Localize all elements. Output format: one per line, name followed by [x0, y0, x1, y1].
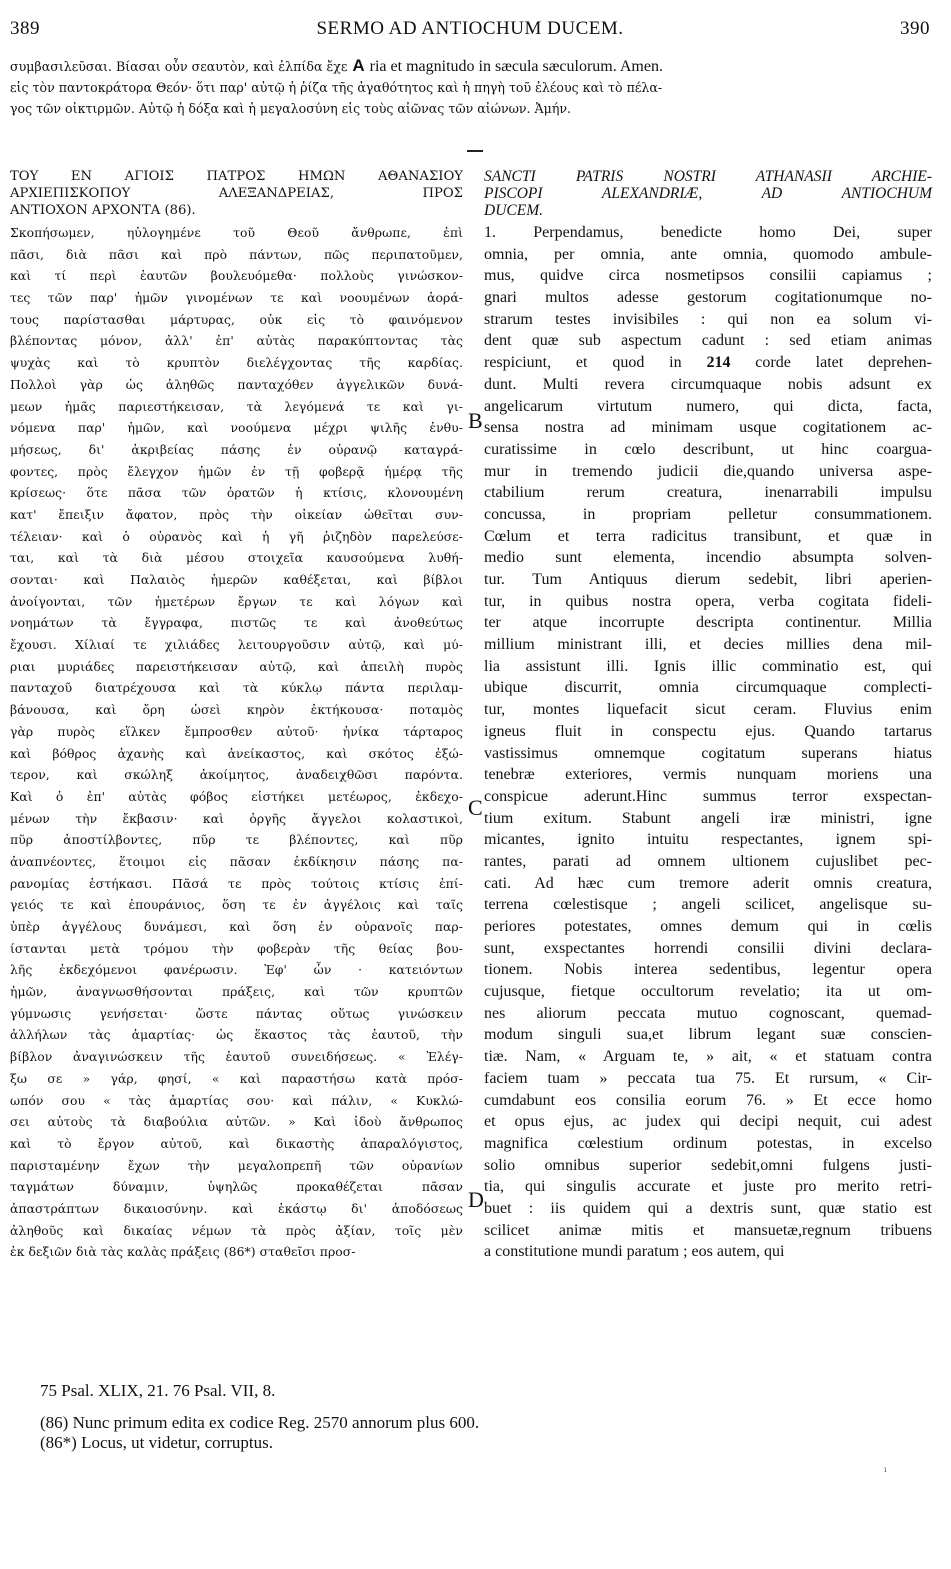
- greek-text: [10, 222, 463, 1263]
- latin-line: cujusque, fietque occultorum revelatio; ita ut om-: [484, 983, 932, 1001]
- greek-line: τέλειαν· καὶ ὁ οὐρανὸς καὶ ἡ γῆ ῥιζηδὸν παρελεύσε-: [10, 528, 463, 544]
- latin-line: medio sunt elementa, incendio absumpta solven-: [484, 549, 932, 567]
- greek-line: βίβλον ἀναγινώσκειν τῆς ἑαυτοῦ συνειδήσεως. « Ἐλέγ-: [10, 1049, 463, 1065]
- latin-line: strarum testes invisibiles : qui non ea solum vi-: [484, 310, 932, 328]
- page-number-left: 389: [10, 18, 40, 39]
- continuation-line: γος τῶν οἰκτιρμῶν. Αὐτῷ ἡ δόξα καὶ ἡ μεγαλοσύνη εἰς τοὺς αἰῶνας τῶν αἰώνων. Ἀμήν.: [10, 101, 572, 116]
- greek-line: ἀπαστράπτων δικαιοσύνην. καὶ ἑκάστῳ δι' ἀποδόσεως: [10, 1200, 463, 1216]
- latin-line: faciem tuam » peccata tua 75. Et rursum, « Cir-: [484, 1069, 932, 1087]
- latin-line: ctabilium rerum creatura, inenarrabili impulsu: [484, 484, 932, 502]
- greek-line: Καὶ ὁ ἐπ' αὐτὰς φόβος εἱστήκει μετέωρος, ἐκδεχο-: [10, 788, 463, 804]
- latin-line: mus, quidve circa nosmetipsos consilii capiamus ;: [484, 267, 932, 285]
- margin-letter-b: B: [468, 408, 483, 433]
- greek-continuation: συμβασιλεῦσαι. Βίασαι οὖν σεαυτὸν, καὶ ἐλπίδα ἔχε: [10, 59, 348, 74]
- latin-line: igneus fluit in conspectu ejus. Quando tartarus: [484, 722, 932, 740]
- latin-line: sunt, exspectantes horrendi consilii divini declara-: [484, 939, 932, 957]
- latin-title: [484, 168, 932, 219]
- greek-line: ξω σε » γάρ, φησί, « καὶ παραστήσω κατὰ πρόσ-: [10, 1070, 463, 1086]
- greek-title: [10, 168, 463, 219]
- greek-line: τες τῶν παρ' ἡμῶν γινομένων τε καὶ νοουμένων ἀορά-: [10, 290, 463, 306]
- latin-line: buet : iis quidem qui a dextris sunt, quæ statio est: [484, 1199, 932, 1217]
- greek-line: τους παρίστασθαι μάρτυρας, οὐκ εἰς τὸ φαινόμενον: [10, 311, 463, 327]
- latin-line: Cœlum et terra radicitus transibunt, et quæ in: [484, 527, 932, 545]
- running-title: SERMO AD ANTIOCHUM DUCEM.: [316, 18, 624, 39]
- latin-lines-before: [484, 222, 932, 352]
- latin-line: modum singuli sua,et librum legant suæ conscien-: [484, 1026, 932, 1044]
- greek-line: πᾶσι, διὰ πᾶσι καὶ πρὸ πάντων, πῶς περιπατοῦμεν,: [10, 246, 463, 262]
- margin-letter-a: A: [352, 56, 365, 75]
- greek-line: φοντες, πρὸς ἔλεγχον ἡμῶν ἐν τῇ φοβερᾷ ἡμέρᾳ τῆς: [10, 463, 463, 479]
- greek-line: μήσεως, δι' ἀκριβείας πάσης ἐν οὐρανῷ καταγρά-: [10, 441, 463, 457]
- greek-line: κρίσεως· ὅτε πᾶσα τῶν ὁρατῶν ἡ κτίσις, κλονουμένη: [10, 485, 463, 501]
- continuation-line: [10, 55, 935, 77]
- greek-line: γὰρ πυρὸς εἵλκεν ἔμπροσθεν αὐτοῦ· ἡνίκα τάρταρος: [10, 723, 463, 739]
- footnote: (86*) Locus, ut videtur, corruptus.: [40, 1433, 274, 1452]
- greek-line: ἀλλήλων τὰς ἁμαρτίας· ὡς ἕκαστος τὰς ἑαυτοῦ, τὴν: [10, 1027, 463, 1043]
- margin-letter-d: D: [468, 1187, 484, 1212]
- latin-column: [484, 168, 932, 1263]
- latin-line: magnifica cœlestium ordinum potestas, in excelso: [484, 1134, 932, 1152]
- greek-title-line: ΤΟΥ ΕΝ ΑΓΙΟΙΣ ΠΑΤΡΟΣ ΗΜΩΝ ΑΘΑΝΑΣΙΟΥ: [10, 169, 463, 184]
- greek-line: κατ' ἔπειξιν ἄφατον, πρὸς τὴν οἰκείαν ὠθεῖται συν-: [10, 506, 463, 522]
- latin-line: tur, montes liquefacit sicut ceram. Fluvius enim: [484, 701, 932, 719]
- greek-line: ίστανται μετὰ τρόμου τὴν φοβερὰν τῆς θείας βου-: [10, 940, 463, 956]
- greek-line: νοημάτων τὰ ἔγγραφα, πιστῶς τε καὶ ἀνοθεύτως: [10, 615, 463, 631]
- greek-column: [10, 168, 463, 1263]
- greek-line: ἡμῶν, ἀναγνωσθήσονται πράξεις, καὶ τῶν κρυπτῶν: [10, 984, 463, 1000]
- latin-line: dunt. Multi revera circumquaque nobis adsunt ex: [484, 375, 932, 393]
- latin-line: rantes, parati ad omnem ultionem cujuslibet pec-: [484, 852, 932, 870]
- margin-letter-c: C: [468, 795, 483, 820]
- greek-line: γειός τε καὶ ἐπουράνιος, ὅση τε ἐν ἀγγέλοις καὶ ταῖς: [10, 897, 463, 913]
- latin-line: periores potestates, omnes demum qui in cœlis: [484, 918, 932, 935]
- greek-title-line: ΑΝΤΙΟΧΟΝ ΑΡΧΟΝΤΑ (86).: [10, 203, 196, 218]
- greek-line: νόμενα παρ' ἡμῶν, καὶ νοούμενα μέχρι ψιλῆς ἐνθυ-: [10, 420, 463, 436]
- greek-line: σει αὐτοὺς τὰ διαβούλια αὐτῶν. » Καὶ ἰδοὺ ἄνθρωπος: [10, 1114, 463, 1130]
- latin-line: tionem. Nobis interea sedentibus, legentur opera: [484, 961, 932, 979]
- page-number-right: 390: [900, 18, 930, 39]
- latin-line: concussa, in propriam pelletur consummationem.: [484, 505, 932, 523]
- greek-line: λῆς ἐκδεχόμενοι φανέρωσιν. Ἐφ' ὧν · κατειόντων: [10, 962, 463, 978]
- latin-line: millium ministrant illi, et decies millies dena mil-: [484, 636, 932, 654]
- greek-line: πῦρ ἀποστίλβοντες, πῦρ τε βλέποντες, καὶ πῦρ: [10, 832, 463, 848]
- greek-line: ψυχὰς καὶ τὸ κρυπτὸν διελέγχοντας τῆς καρδίας.: [10, 355, 463, 371]
- greek-line: καὶ τί περὶ ἑαυτῶν βουλευόμεθα· πολλοὺς γινώσκον-: [10, 268, 463, 284]
- greek-line: μεων ἡμᾶς παριεστήκεισαν, τὰ λεγόμενά τε καὶ γι-: [10, 398, 463, 414]
- continuation-text: [10, 55, 935, 119]
- stray-mark: ı: [884, 1465, 887, 1474]
- latin-line-text: respiciunt, et quod in: [484, 354, 707, 372]
- greek-line: ἀληθοῦς καὶ δικαίας νέμων τὰ πρὸς ἀξίαν, τοῖς μὲν: [10, 1222, 463, 1238]
- greek-line: σονται· καὶ Παλαιὸς ἡμερῶν καθέξεται, καὶ βίβλοι: [10, 572, 463, 587]
- latin-line: omnia, per omnia, ante omnia, quomodo ambule-: [484, 245, 932, 263]
- greek-line: καὶ τὸ ἔργον αὐτοῦ, καὶ δικαστὴς ἀπαραλόγιστος,: [10, 1135, 463, 1151]
- section-divider: [467, 150, 483, 152]
- greek-line: πανταχοῦ διατρέχουσα καὶ τὰ κύκλῳ πάντα περιλαμ-: [10, 680, 463, 696]
- greek-line: παρισταμένην ἔχων τὴν μεγαλοπρεπῆ τῶν οὐρανίων: [10, 1157, 463, 1173]
- footnotes: [40, 1413, 479, 1453]
- latin-line: nes aliorum peccata mutuo cognoscant, quemad-: [484, 1004, 932, 1022]
- column-number: 214: [706, 354, 731, 372]
- latin-line: et opus ejus, ac judex qui decipi nequit, cui adest: [484, 1113, 932, 1131]
- greek-line: ταγμάτων δύναμιν, ὑψηλῶς προκαθέζεται πᾶσαν: [10, 1179, 463, 1195]
- latin-lines-after: [484, 374, 932, 1263]
- latin-continuation: ria et magnitudo in sæcula sæculorum. Amen.: [369, 58, 663, 75]
- greek-line: τερον, καὶ σκώληξ ἀκοίμητος, ἀναδειχθῶσι παρόντα.: [10, 767, 463, 783]
- latin-line: [484, 352, 932, 374]
- greek-line: ὑπὲρ ἀγγέλους δυνάμεσι, καὶ ὅση ἐν οὐρανοῖς παρ-: [10, 919, 463, 934]
- latin-title-line: SANCTI PATRIS NOSTRI ATHANASII ARCHIE-: [484, 168, 932, 185]
- greek-line: Πολλοὶ γὰρ ὡς ἀληθῶς πανταχόθεν ἀγγελικῶν δυνά-: [10, 376, 463, 392]
- latin-line: tium exitum. Stabunt angeli iræ ministri, igne: [484, 809, 932, 827]
- latin-line: angelicarum virtutum numero, qui dicta, facta,: [484, 397, 932, 415]
- latin-line: conspicue aderunt.Hinc summus terror exspectan-: [484, 787, 932, 805]
- latin-line: solio omnibus superior sedebit,omni fulgens justi-: [484, 1156, 932, 1174]
- greek-line: Σκοπήσωμεν, ηὐλογημένε τοῦ Θεοῦ ἄνθρωπε, ἐπὶ: [10, 225, 463, 240]
- latin-line: cumdabunt eos consilia eorum 76. » Et ecce homo: [484, 1091, 932, 1109]
- greek-line: ἔχουσι. Χίλιαί τε χιλιάδες λειτουργοῦσιν αὐτῷ, καὶ μύ-: [10, 637, 463, 653]
- running-header: [10, 18, 930, 44]
- greek-line: μένων τὴν ἔκβασιν· καὶ ὀργῆς ἄγγελοι κολαστικοὶ,: [10, 810, 463, 826]
- latin-title-line: DUCEM.: [484, 202, 543, 219]
- greek-line: ρανομίας ἑστήκασι. Πᾶσά τε πρὸς τούτοις κτίσις ἐπί-: [10, 875, 463, 891]
- greek-line: γύμνωσις γενήσεται· ὥστε πάντας οὕτως γινώσκειν: [10, 1005, 463, 1021]
- latin-line: tenebræ exteriores, vermis nunquam moriens una: [484, 766, 932, 784]
- latin-line: terrena cœlestisque ; angeli scilicet, angelisque su-: [484, 896, 932, 914]
- latin-line: curatissime in cœlo describunt, ut hinc coargua-: [484, 440, 932, 458]
- latin-line: ubique discurrit, omnia circumquaque complecti-: [484, 679, 932, 697]
- latin-line: sensa nostra ad minimam usque cogitationem ac-: [484, 419, 932, 437]
- scripture-references: 75 Psal. XLIX, 21. 76 Psal. VII, 8.: [40, 1381, 276, 1400]
- latin-line-text: corde latet deprehen-: [730, 354, 932, 372]
- latin-line: ter atque incorrupte descripta continentur. Millia: [484, 614, 932, 632]
- greek-line: ριαι μυριάδες παρειστήκεισαν αὐτῷ, καὶ ἀπειλὴ πυρὸς: [10, 658, 463, 674]
- greek-line: καὶ βόθρος ἀχανὴς καὶ ἀνείκαστος, καὶ σκότος ἐξώ-: [10, 745, 463, 761]
- footnote: (86) Nunc primum edita ex codice Reg. 2570 annorum plus 600.: [40, 1413, 480, 1432]
- latin-text: [484, 222, 932, 1263]
- latin-line: a constitutione mundi paratum ; eos autem, qui: [484, 1243, 785, 1261]
- latin-line: dent quæ sub aspectum cadunt : sed etiam animas: [484, 332, 932, 350]
- latin-line: tur, in quibus nostra opera, verba cogitata fideli-: [484, 592, 932, 610]
- greek-line: ωπόν σου « τὰς ἁμαρτίας σου· καὶ πάλιν, « Κυκλώ-: [10, 1092, 463, 1108]
- latin-line: lia assistunt illi. Ignis illic comminatio est, qui: [484, 657, 932, 675]
- greek-line: ἐκ δεξιῶν διὰ τὰς καλὰς πράξεις (86*) σταθεῖσι προσ-: [10, 1244, 356, 1260]
- greek-line: ἀναπνέοντες, ἕτοιμοι εἰς πᾶσαν ἐκδίκησιν πάσης πα-: [10, 853, 463, 869]
- continuation-line: εἰς τὸν παντοκράτορα Θεόν· ὅτι παρ' αὐτῷ ἡ ῥίζα τῆς ἀγαθότητος καὶ ἡ πηγὴ τοῦ ἐλέους καὶ τὸ πέλα-: [10, 80, 663, 95]
- latin-title-line: PISCOPI ALEXANDRIÆ, AD ANTIOCHUM: [484, 185, 932, 202]
- latin-line: tur. Tum Antiquus dierum sedebit, libri aperien-: [484, 571, 932, 588]
- latin-line: vastissimus omnemque cogitatum superans hiatus: [484, 744, 932, 762]
- latin-line: micantes, ignito intuitu respectantes, ignem spi-: [484, 831, 932, 849]
- latin-line: 1. Perpendamus, benedicte homo Dei, super: [484, 224, 932, 241]
- greek-line: βάνουσα, καὶ ὄρη ὡσεὶ κηρὸν ἐκτήκουσα· ποταμὸς: [10, 702, 463, 718]
- greek-line: βλέποντας μόνον, ἀλλ' ἐπ' αὐτὰς παρακύπτοντας τὰς: [10, 333, 463, 349]
- latin-line: gnari multos adesse gestorum cogitationumque no-: [484, 289, 932, 307]
- greek-line: ἀνοίγονται, τῶν ἡμετέρων ἔργων τε καὶ λόγων καὶ: [10, 593, 463, 609]
- greek-line: ται, καὶ τὰ διὰ μέσου στοιχεῖα καυσούμενα λυθή-: [10, 550, 463, 566]
- latin-line: cati. Ad hæc cum tremore aderit omnis creatura,: [484, 874, 932, 892]
- latin-line: scilicet animæ mitis et mansuetæ,regnum tribuens: [484, 1221, 932, 1239]
- latin-line: mur in tremendo judicii die,quando universa aspe-: [484, 462, 932, 480]
- greek-title-line: ΑΡΧΙΕΠΙΣΚΟΠΟΥ ΑΛΕΞΑΝΔΡΕΙΑΣ, ΠΡΟΣ: [10, 186, 463, 201]
- latin-line: tia, qui singulis accurate et juste pro merito retri-: [484, 1178, 932, 1196]
- latin-line: tiæ. Nam, « Arguam te, » ait, « et statuam contra: [484, 1048, 932, 1066]
